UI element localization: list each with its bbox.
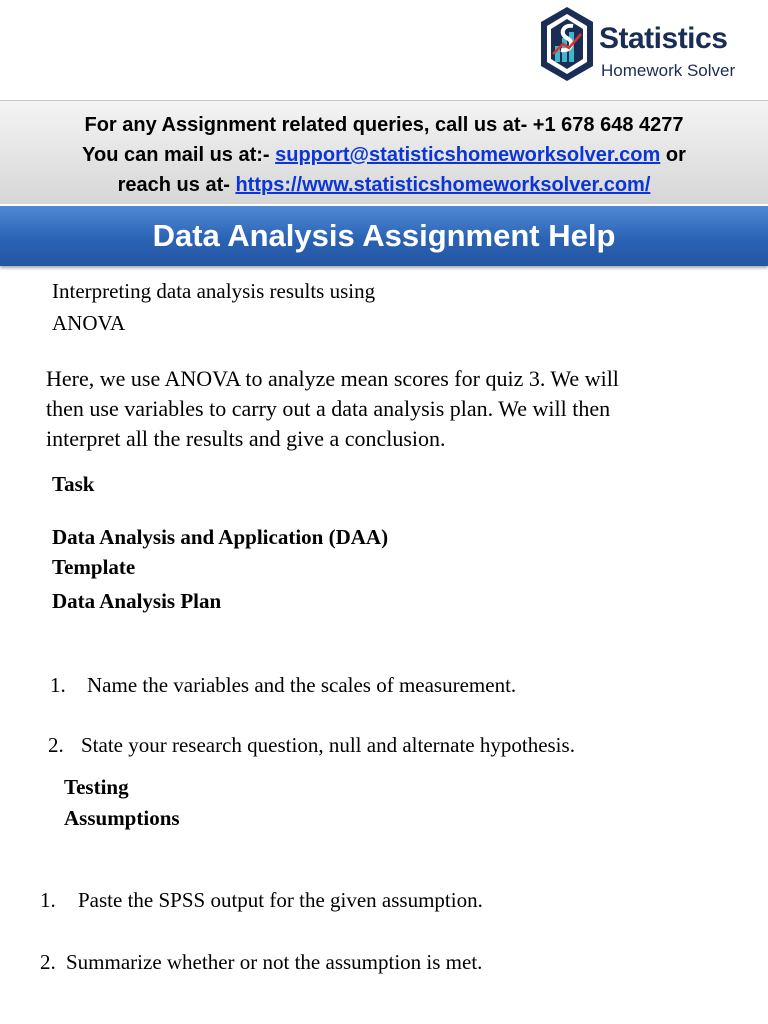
testing-heading-line1: Testing bbox=[64, 775, 129, 799]
paragraph-line2: then use variables to carry out a data analysis plan. We will then bbox=[46, 396, 611, 421]
support-email-link[interactable]: support@statisticshomeworksolver.com bbox=[275, 144, 661, 166]
assumption-item-1-text: Paste the SPSS output for the given assumption. bbox=[78, 888, 483, 912]
page-title-banner: Data Analysis Assignment Help bbox=[0, 206, 768, 266]
website-link[interactable]: https://www.statisticshomeworksolver.com/ bbox=[235, 174, 651, 196]
plan-item-1-text: Name the variables and the scales of measurement. bbox=[87, 673, 517, 697]
paragraph-line3: interpret all the results and give a conclusion. bbox=[46, 426, 446, 451]
assumption-item-2-number: 2. bbox=[40, 950, 56, 974]
statistics-homework-solver-logo bbox=[537, 4, 765, 88]
contact-website-line bbox=[0, 173, 768, 197]
assumption-item-1 bbox=[40, 885, 483, 915]
logo-brand-text: Statistics bbox=[599, 22, 728, 55]
logo-shield-icon bbox=[537, 4, 597, 84]
assumption-item-2 bbox=[40, 947, 482, 977]
plan-heading: Data Analysis Plan bbox=[52, 589, 222, 613]
intro-text-line2: ANOVA bbox=[52, 311, 126, 335]
plan-item-2 bbox=[48, 730, 575, 760]
logo-tagline: Homework Solver bbox=[601, 61, 736, 80]
intro-text-line1: Interpreting data analysis results using bbox=[52, 279, 376, 303]
email-prefix: You can mail us at:- bbox=[82, 144, 276, 166]
plan-item-2-text: State your research question, null and alternate hypothesis. bbox=[81, 733, 575, 757]
contact-info-bar bbox=[0, 100, 768, 204]
assumption-item-2-text: Summarize whether or not the assumption is met. bbox=[66, 950, 483, 974]
paragraph-line1: Here, we use ANOVA to analyze mean scores for quiz 3. We will bbox=[46, 366, 619, 391]
contact-phone-line: For any Assignment related queries, call us at- +1 678 648 4277 bbox=[84, 114, 684, 136]
testing-heading-line2: Assumptions bbox=[64, 806, 180, 830]
plan-item-2-number: 2. bbox=[48, 733, 64, 757]
daa-heading-line2: Template bbox=[52, 555, 136, 579]
task-heading: Task bbox=[52, 472, 95, 496]
plan-item-1 bbox=[50, 670, 516, 700]
website-prefix: reach us at- bbox=[117, 174, 236, 196]
assumption-item-1-number: 1. bbox=[40, 888, 56, 912]
email-suffix: or bbox=[660, 144, 686, 166]
contact-email-line bbox=[0, 143, 768, 167]
plan-item-1-number: 1. bbox=[50, 673, 66, 697]
daa-heading-line1: Data Analysis and Application (DAA) bbox=[52, 525, 389, 549]
